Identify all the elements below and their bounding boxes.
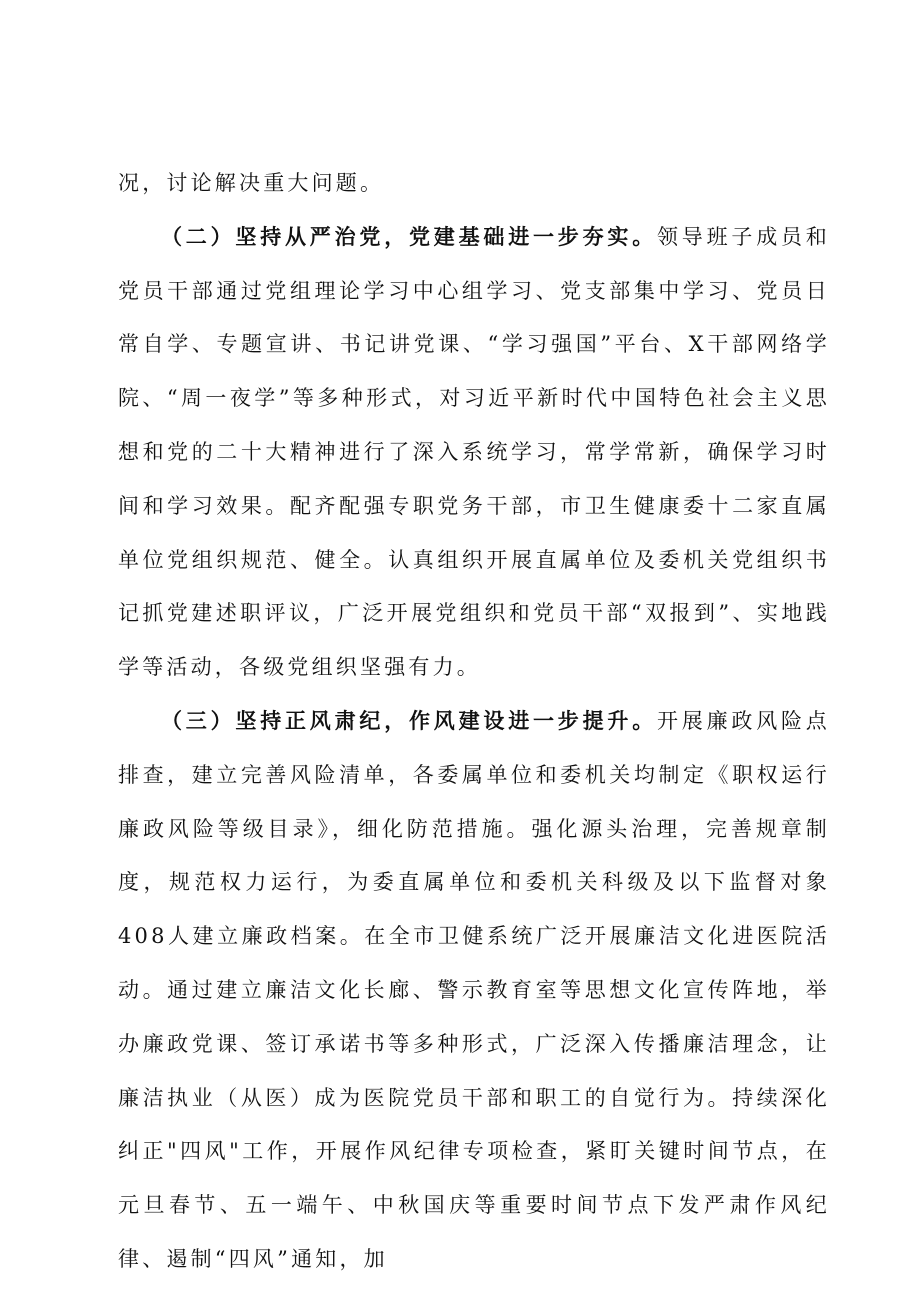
paragraph-work-style [118, 695, 830, 1287]
paragraph-text: 况，讨论解决重大问题。 [118, 171, 385, 195]
section-heading: （三）坚持正风肃纪，作风建设进一步提升。 [161, 708, 657, 733]
paragraph-text: 开展廉政风险点排查，建立完善风险清单，各委属单位和委机关均制定《职权运行廉政风险等级目录》，细化防范措施。强化源头治理，完善规章制度，规范权力运行，为委直属单位和委机关科级及以下监督对象408人建立廉政档案。在全市卫健系统广泛开展廉洁文化进医院活动。通过建立廉洁文化长廊、警示教育室等思想文化宣传阵地，举办廉政党课、签订承诺书等多种形式，广泛深入传播廉洁理念，让廉洁执业（从医）成为医院党员干部和职工的自觉行为。持续深化纠正"四风"工作，开展作风纪律专项检查，紧盯关键时间节点，在元旦春节、五一端午、中秋国庆等重要时间节点下发严肃作风纪律、遏制“四风”通知，加 [118, 708, 830, 1271]
paragraph-continuation [118, 157, 830, 211]
paragraph-text: 领导班子成员和党员干部通过党组理论学习中心组学习、党支部集中学习、党员日常自学、专题宣讲、书记讲党课、“学习强国”平台、X干部网络学院、“周一夜学”等多种形式，对习近平新时代中国特色社会主义思想和党的二十大精神进行了深入系统学习，常学常新，确保学习时间和学习效果。配齐配强专职党务干部，市卫生健康委十二家直属单位党组织规范、健全。认真组织开展直属单位及委机关党组织书记抓党建述职评议，广泛开展党组织和党员干部“双报到”、实地践学等活动，各级党组织坚强有力。 [118, 224, 830, 680]
document-body [118, 157, 830, 1287]
section-heading: （二）坚持从严治党，党建基础进一步夯实。 [161, 224, 657, 249]
paragraph-party-building [118, 211, 830, 695]
